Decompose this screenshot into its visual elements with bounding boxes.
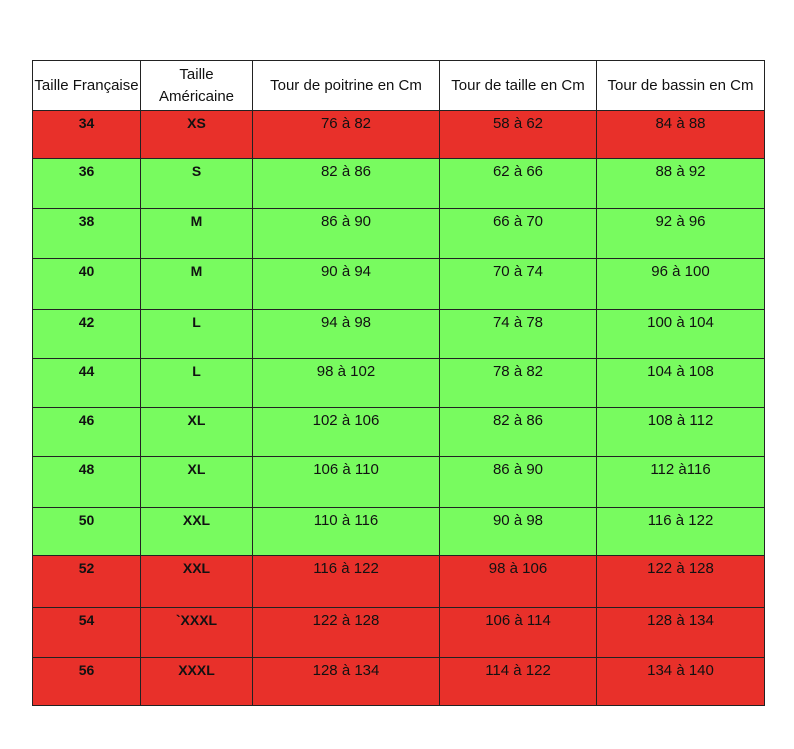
cell-tour-taille: 74 à 78: [440, 310, 597, 359]
table-row: [33, 359, 765, 408]
cell-taille-francaise: 50: [33, 508, 141, 556]
cell-taille-americaine: `XXXL: [141, 608, 253, 658]
cell-tour-taille: 70 à 74: [440, 259, 597, 310]
cell-tour-taille: 106 à 114: [440, 608, 597, 658]
header-tour-taille: Tour de taille en Cm: [440, 61, 597, 111]
table-row: [33, 658, 765, 706]
cell-taille-americaine: XL: [141, 408, 253, 457]
cell-tour-bassin: 134 à 140: [597, 658, 765, 706]
header-taille-francaise: Taille Française: [33, 61, 141, 111]
cell-tour-taille: 66 à 70: [440, 209, 597, 259]
cell-tour-bassin: 116 à 122: [597, 508, 765, 556]
cell-taille-americaine: S: [141, 159, 253, 209]
cell-tour-taille: 78 à 82: [440, 359, 597, 408]
cell-taille-francaise: 38: [33, 209, 141, 259]
header-taille-americaine: Taille Américaine: [141, 61, 253, 111]
table-body: [33, 111, 765, 706]
cell-tour-bassin: 108 à 112: [597, 408, 765, 457]
cell-taille-francaise: 42: [33, 310, 141, 359]
cell-tour-bassin: 112 à116: [597, 457, 765, 508]
cell-tour-bassin: 88 à 92: [597, 159, 765, 209]
cell-taille-americaine: XL: [141, 457, 253, 508]
cell-tour-poitrine: 116 à 122: [253, 556, 440, 608]
cell-tour-bassin: 84 à 88: [597, 111, 765, 159]
cell-taille-francaise: 40: [33, 259, 141, 310]
header-row: [33, 61, 765, 111]
cell-tour-poitrine: 102 à 106: [253, 408, 440, 457]
cell-tour-taille: 90 à 98: [440, 508, 597, 556]
cell-tour-poitrine: 122 à 128: [253, 608, 440, 658]
cell-taille-francaise: 52: [33, 556, 141, 608]
table-row: [33, 457, 765, 508]
table-row: [33, 310, 765, 359]
cell-tour-taille: 82 à 86: [440, 408, 597, 457]
cell-tour-bassin: 100 à 104: [597, 310, 765, 359]
cell-taille-americaine: L: [141, 359, 253, 408]
cell-taille-francaise: 54: [33, 608, 141, 658]
cell-tour-poitrine: 106 à 110: [253, 457, 440, 508]
cell-tour-taille: 98 à 106: [440, 556, 597, 608]
table-row: [33, 111, 765, 159]
cell-tour-poitrine: 76 à 82: [253, 111, 440, 159]
cell-tour-bassin: 92 à 96: [597, 209, 765, 259]
header-tour-bassin: Tour de bassin en Cm: [597, 61, 765, 111]
cell-tour-poitrine: 90 à 94: [253, 259, 440, 310]
cell-tour-bassin: 122 à 128: [597, 556, 765, 608]
cell-tour-poitrine: 98 à 102: [253, 359, 440, 408]
cell-taille-francaise: 36: [33, 159, 141, 209]
table-row: [33, 508, 765, 556]
cell-tour-taille: 86 à 90: [440, 457, 597, 508]
cell-taille-francaise: 48: [33, 457, 141, 508]
cell-tour-poitrine: 82 à 86: [253, 159, 440, 209]
cell-tour-taille: 58 à 62: [440, 111, 597, 159]
cell-tour-bassin: 128 à 134: [597, 608, 765, 658]
cell-taille-americaine: XXXL: [141, 658, 253, 706]
cell-taille-americaine: XS: [141, 111, 253, 159]
cell-tour-bassin: 104 à 108: [597, 359, 765, 408]
table-row: [33, 408, 765, 457]
cell-taille-americaine: M: [141, 209, 253, 259]
cell-taille-francaise: 56: [33, 658, 141, 706]
cell-taille-americaine: XXL: [141, 556, 253, 608]
cell-tour-poitrine: 110 à 116: [253, 508, 440, 556]
cell-tour-poitrine: 94 à 98: [253, 310, 440, 359]
header-tour-poitrine: Tour de poitrine en Cm: [253, 61, 440, 111]
size-chart-table: [32, 60, 765, 706]
cell-taille-americaine: XXL: [141, 508, 253, 556]
cell-taille-francaise: 44: [33, 359, 141, 408]
table-row: [33, 259, 765, 310]
cell-tour-bassin: 96 à 100: [597, 259, 765, 310]
cell-tour-taille: 62 à 66: [440, 159, 597, 209]
cell-taille-americaine: M: [141, 259, 253, 310]
cell-taille-francaise: 34: [33, 111, 141, 159]
cell-taille-americaine: L: [141, 310, 253, 359]
cell-taille-francaise: 46: [33, 408, 141, 457]
table-row: [33, 159, 765, 209]
cell-tour-poitrine: 128 à 134: [253, 658, 440, 706]
cell-tour-poitrine: 86 à 90: [253, 209, 440, 259]
table-row: [33, 209, 765, 259]
cell-tour-taille: 114 à 122: [440, 658, 597, 706]
table-row: [33, 556, 765, 608]
table-row: [33, 608, 765, 658]
